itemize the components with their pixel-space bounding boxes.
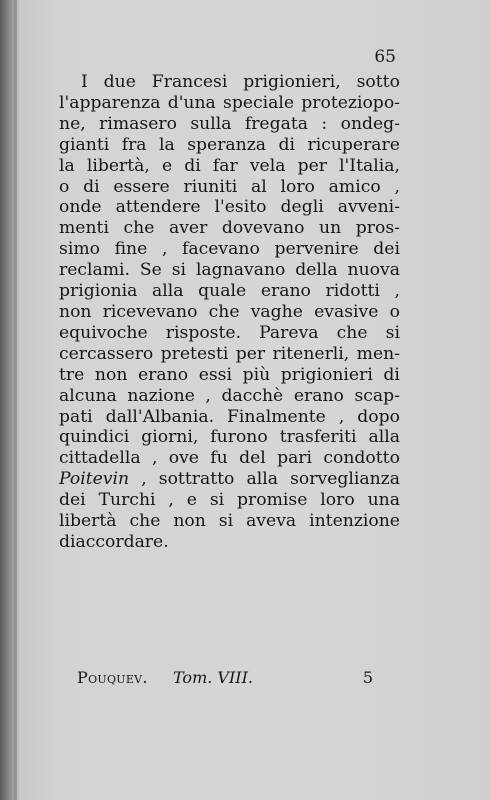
text-line xyxy=(59,156,400,177)
word: alla xyxy=(368,427,400,448)
word: scap- xyxy=(354,385,400,406)
word: : xyxy=(321,113,328,134)
word: alla xyxy=(246,469,278,490)
word: si xyxy=(218,511,234,532)
word: per xyxy=(297,155,327,176)
word: trasferiti xyxy=(279,427,357,448)
text-line xyxy=(59,302,400,323)
word: cercassero xyxy=(59,343,154,364)
word: promise xyxy=(237,490,308,511)
word: lagnavano xyxy=(195,260,286,281)
word: men- xyxy=(356,343,400,364)
word: dopo xyxy=(357,406,400,427)
word: alla xyxy=(152,281,184,302)
text-line xyxy=(59,427,400,448)
word: Poitevin xyxy=(59,469,130,490)
word: proteziopo- xyxy=(301,92,400,113)
word: di xyxy=(383,364,400,385)
word: Finalmente xyxy=(227,406,326,427)
text-line xyxy=(59,407,400,428)
word: I xyxy=(81,72,88,92)
word: dall'Albania. xyxy=(105,406,215,427)
word: reclami. xyxy=(59,260,131,281)
word: pretesti xyxy=(160,343,229,364)
word: per xyxy=(235,343,266,364)
word: equivoche xyxy=(59,322,148,343)
word: Pareva xyxy=(259,322,319,343)
word: che xyxy=(129,511,161,532)
word: evasive xyxy=(314,301,379,322)
word: speranza xyxy=(187,134,267,155)
word: condotto xyxy=(323,448,400,469)
word: pervenire xyxy=(274,239,359,260)
word: gianti xyxy=(59,134,110,155)
text-line xyxy=(59,72,400,93)
word: vela xyxy=(249,155,286,176)
word: si xyxy=(209,490,225,511)
word: loro xyxy=(280,176,315,197)
word: si xyxy=(171,260,187,281)
word: ne, xyxy=(59,113,86,134)
word: ridotti xyxy=(325,281,380,302)
word: rimasero xyxy=(99,113,177,134)
word: fine xyxy=(114,239,148,260)
word: erano xyxy=(138,364,189,385)
word: , xyxy=(338,406,345,427)
word: nuova xyxy=(347,260,400,281)
word: essi xyxy=(198,364,232,385)
word: risposte. xyxy=(165,322,242,343)
word: quindici xyxy=(59,427,130,448)
word: alcuna xyxy=(59,385,117,406)
word: si xyxy=(385,322,400,343)
word: o xyxy=(59,176,70,197)
word: accordare. xyxy=(75,531,169,552)
word: degli xyxy=(280,197,324,218)
word: , xyxy=(394,281,400,302)
word: speciale xyxy=(223,92,295,113)
word: ondeg- xyxy=(340,113,400,134)
word: nazione xyxy=(127,385,195,406)
word: prigionieri, xyxy=(243,72,341,92)
word: la xyxy=(159,134,175,155)
word: erano xyxy=(293,385,344,406)
text-line xyxy=(59,260,400,281)
word: l'esito xyxy=(214,197,267,218)
word: , xyxy=(168,490,174,511)
word: giorni, xyxy=(141,427,199,448)
word: Turchi xyxy=(98,490,156,511)
word: , xyxy=(141,469,147,490)
word: o xyxy=(389,301,400,322)
text-line xyxy=(59,469,400,490)
page-gutter-shadow xyxy=(14,0,17,800)
word: dacchè xyxy=(221,385,284,406)
word: di xyxy=(83,176,100,197)
word: sottratto xyxy=(158,469,235,490)
text-line xyxy=(59,365,400,386)
text-line xyxy=(59,532,400,553)
word: sorveglianza xyxy=(290,469,400,490)
word: vaghe xyxy=(250,301,303,322)
word: , xyxy=(394,176,400,197)
word: sulla xyxy=(190,113,232,134)
word: non xyxy=(59,301,92,322)
word: prigionia xyxy=(59,281,138,302)
word: ritenerli, xyxy=(272,343,350,364)
text-line xyxy=(59,93,400,114)
word: simo xyxy=(59,239,100,260)
word: libertà, xyxy=(86,155,150,176)
page-number: 65 xyxy=(374,47,396,67)
body-text xyxy=(59,72,400,553)
word: Se xyxy=(139,260,162,281)
word: aver xyxy=(168,218,208,239)
word: l'apparenza xyxy=(59,92,161,113)
word: che xyxy=(123,218,155,239)
word: amico xyxy=(328,176,381,197)
word: d'una xyxy=(167,92,216,113)
text-line xyxy=(59,239,400,260)
word: loro xyxy=(320,490,355,511)
text-line xyxy=(59,281,400,302)
word: pros- xyxy=(355,218,400,239)
word: onde xyxy=(59,197,102,218)
word: tre xyxy=(59,364,85,385)
word: una xyxy=(367,490,400,511)
word: un xyxy=(319,218,342,239)
word: menti xyxy=(59,218,109,239)
word: dovevano xyxy=(221,218,305,239)
text-line xyxy=(59,490,400,511)
word: , xyxy=(151,448,158,469)
text-line xyxy=(59,511,400,532)
word: che xyxy=(336,322,368,343)
word: di xyxy=(59,531,76,552)
word: essere xyxy=(113,176,170,197)
word: ricuperare xyxy=(307,134,400,155)
word: due xyxy=(103,72,136,92)
word: pari xyxy=(277,448,313,469)
word: attendere xyxy=(115,197,201,218)
text-line xyxy=(59,323,400,344)
word: ove xyxy=(168,448,199,469)
text-line xyxy=(59,218,400,239)
text-line xyxy=(59,197,400,218)
word: , xyxy=(205,385,211,406)
text-line xyxy=(59,344,400,365)
word: non xyxy=(94,364,128,385)
word: fu xyxy=(210,448,228,469)
word: di xyxy=(278,134,296,155)
word: facevano xyxy=(182,239,260,260)
word: l'Italia, xyxy=(339,155,400,176)
word: e xyxy=(161,155,173,176)
word: dei xyxy=(373,239,400,260)
word: erano xyxy=(260,281,311,302)
word: furono xyxy=(210,427,268,448)
footer-volume: Tom. VIII. xyxy=(173,668,254,687)
word: pati xyxy=(59,406,93,427)
footer-author-signature: Pouquev. xyxy=(77,668,148,687)
word: ricevevano xyxy=(102,301,198,322)
word: quale xyxy=(198,281,247,302)
word: fregata xyxy=(244,113,309,134)
word: più xyxy=(242,364,271,385)
word: Francesi xyxy=(151,72,228,92)
word: riuniti xyxy=(183,176,238,197)
word: fra xyxy=(121,134,147,155)
text-line xyxy=(59,448,400,469)
word: che xyxy=(208,301,240,322)
text-line xyxy=(59,177,400,198)
word: di xyxy=(184,155,201,176)
text-line xyxy=(59,386,400,407)
word: far xyxy=(212,155,238,176)
word: aveva xyxy=(246,511,297,532)
word: dei xyxy=(59,490,86,511)
footer-sheet-mark: 5 xyxy=(362,668,373,687)
text-line xyxy=(59,135,400,156)
word: libertà xyxy=(59,511,117,532)
word: al xyxy=(251,176,267,197)
word: avveni- xyxy=(337,197,400,218)
word: , xyxy=(161,239,168,260)
word: non xyxy=(173,511,206,532)
word: del xyxy=(239,448,266,469)
word: sotto xyxy=(356,72,400,92)
word: intenzione xyxy=(309,511,400,532)
word: la xyxy=(59,155,75,176)
word: prigionieri xyxy=(280,364,373,385)
text-line xyxy=(59,114,400,135)
word: della xyxy=(295,260,338,281)
word: e xyxy=(186,490,197,511)
word: cittadella xyxy=(59,448,141,469)
